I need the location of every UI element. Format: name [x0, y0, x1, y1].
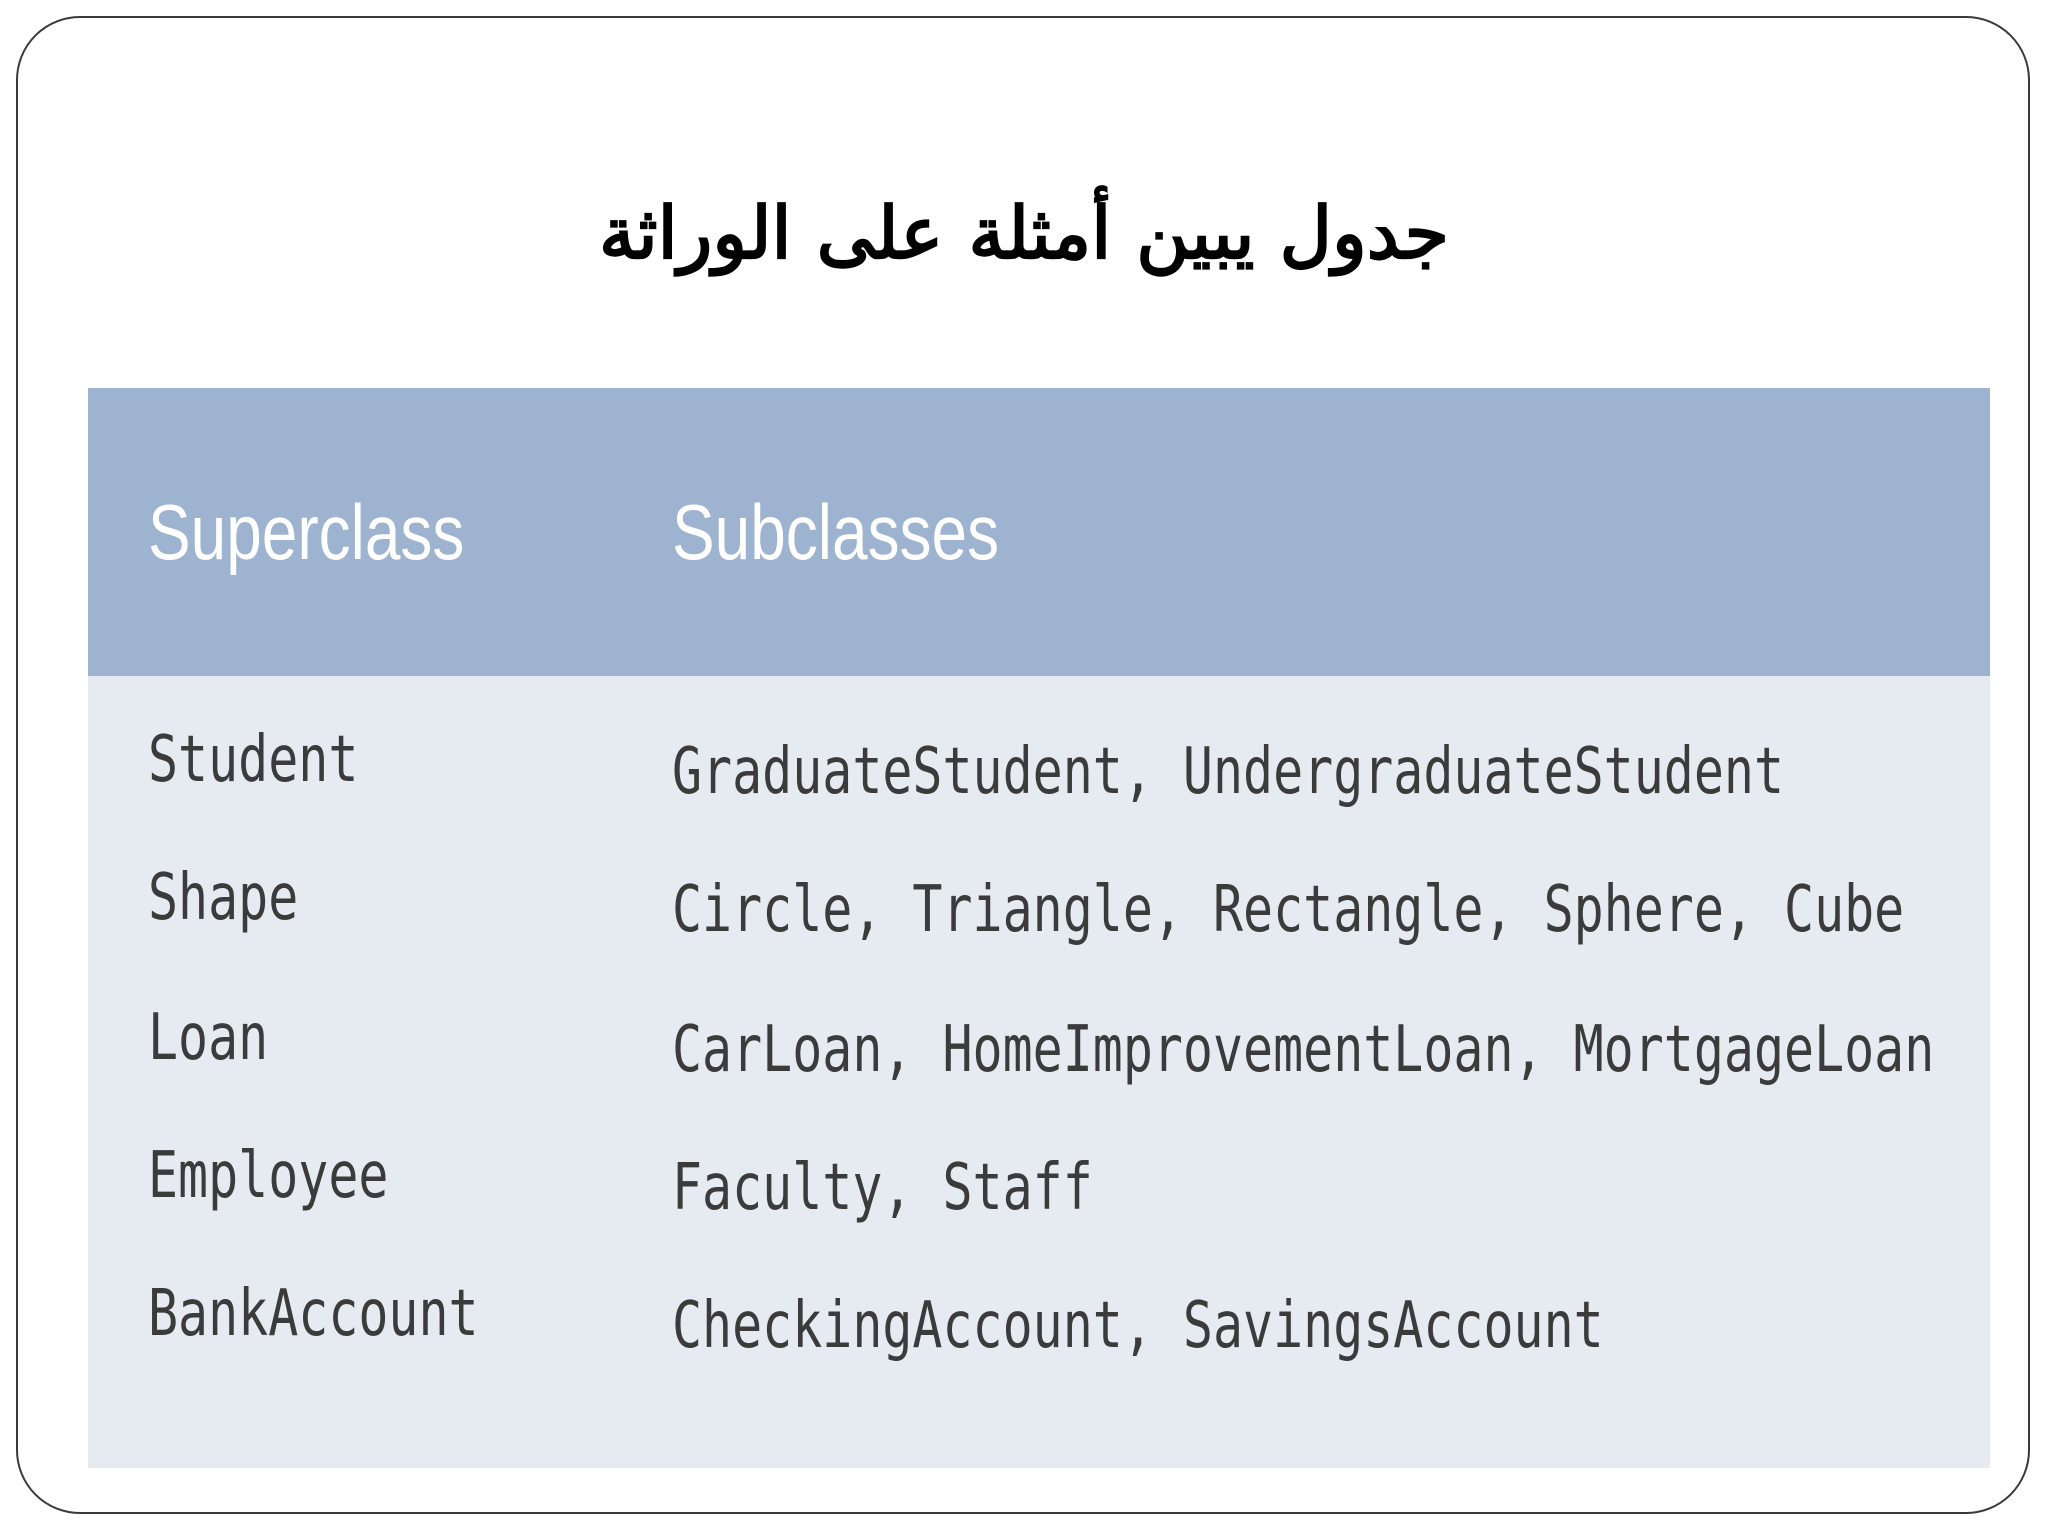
cell-superclass: Loan: [148, 1001, 269, 1075]
header-superclass: Superclass: [148, 488, 465, 576]
cell-subclasses: CarLoan, HomeImprovementLoan, MortgageLoan: [672, 1013, 1935, 1087]
cell-subclasses: Circle, Triangle, Rectangle, Sphere, Cube: [672, 873, 1905, 947]
table-row: [88, 998, 1990, 1136]
inheritance-table: [88, 388, 1990, 1468]
table-row: [88, 1136, 1990, 1274]
cell-superclass: Student: [148, 723, 359, 797]
table-row: [88, 1274, 1990, 1412]
cell-subclasses: GraduateStudent, UndergraduateStudent: [672, 735, 1785, 809]
cell-superclass: BankAccount: [148, 1277, 479, 1351]
table-header: [88, 388, 1990, 676]
table-row: [88, 858, 1990, 996]
cell-subclasses: Faculty, Staff: [672, 1151, 1093, 1225]
table-row: [88, 720, 1990, 858]
slide-title: جدول يبين أمثلة على الوراثة: [598, 190, 1450, 275]
header-subclasses: Subclasses: [672, 488, 1000, 576]
cell-superclass: Employee: [148, 1139, 389, 1213]
cell-subclasses: CheckingAccount, SavingsAccount: [672, 1289, 1604, 1363]
cell-superclass: Shape: [148, 861, 299, 935]
